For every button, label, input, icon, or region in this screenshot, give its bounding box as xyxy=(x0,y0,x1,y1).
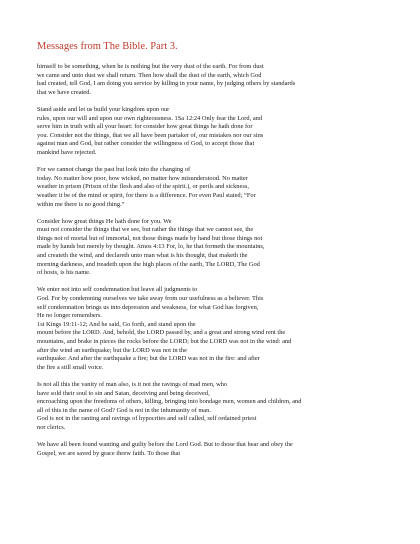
text-line: earthquake: And after the earthquake a fire; but the LORD was not in the fire: and after xyxy=(37,355,260,363)
text-line: serve him in truth with all your heart: for consider how great things he hath done for xyxy=(37,123,253,131)
text-line: We have all been found wanting and guilty before the Lord God. But to those that hear and obey the xyxy=(37,441,293,449)
text-line: weather in prison (Prison of the flesh and also of the spirit.), or perils and sickness, xyxy=(37,183,249,191)
text-line: For we cannot change the past but look into the changing of xyxy=(37,166,191,174)
paragraph xyxy=(37,441,398,458)
paragraph xyxy=(37,286,398,372)
paragraph xyxy=(37,218,398,278)
text-line: have sold their soul to sin and Satan, deceiving and being deceived, xyxy=(37,389,210,397)
text-line: had created, tell God, I am doing you service by killing in your name, by judging others by standards xyxy=(37,80,296,88)
text-line: all of this in the name of God? God is not in the inhumanity of man. xyxy=(37,406,211,414)
text-line: you. Consider not the things, that we all have been partaker of, our mistakes nor our sins xyxy=(37,131,264,139)
body-text xyxy=(37,63,398,458)
text-line: Consider how great things He hath done for you. We xyxy=(37,217,172,225)
text-line: weather it be of the mind or spirit, for there is a difference. For even Paul stated; “For xyxy=(37,191,256,199)
text-line: We enter not into self condemnation but leave all judgments to xyxy=(37,286,198,294)
text-line: God. For by condemning ourselves we take away from our usefulness as a believer. This xyxy=(37,295,264,303)
text-line: morning darkness, and treadeth upon the high places of the earth, The LORD, The God xyxy=(37,260,260,268)
text-line: the fire a still small voice. xyxy=(37,363,104,371)
text-line: himself to be something, when he is nothing but the very dust of the earth. For from dust xyxy=(37,63,264,70)
paragraph xyxy=(37,106,398,158)
text-line: Is not all this the vanity of man also, is it not the ravings of mad men, who xyxy=(37,380,228,388)
text-line: after the wind an earthquake; but the LORD was not in the xyxy=(37,346,187,354)
paragraph xyxy=(37,166,398,209)
text-line: that we have created. xyxy=(37,88,91,96)
text-line: mount before the LORD. And, behold, the LORD passed by, and a great and strong wind rent the xyxy=(37,329,286,337)
text-line: Stand aside and let us build your kingdom upon our xyxy=(37,105,170,113)
text-line: of hosts, is his name. xyxy=(37,269,91,277)
text-line: nor clerics. xyxy=(37,423,66,431)
text-line: self condemnation brings us into depression and weakness, for what God has forgiven, xyxy=(37,303,259,311)
text-line: against man and God, but rather consider the willingness of God, to accept those that xyxy=(37,140,255,148)
text-line: 1st Kings 19:11-12; And he said, Go forth, and stand upon the xyxy=(37,320,196,328)
text-line: we came and unto dust we shall return. Then how shall the dust of the earth, which God xyxy=(37,71,262,79)
text-line: Gospel, we are saved by grace threw faith. To those that xyxy=(37,449,181,457)
text-line: things not of mortal but of immortal, not those things made by hand but those things not xyxy=(37,234,263,242)
text-line: and createth the wind, and declareth unto man what is his thought, that maketh the xyxy=(37,252,248,260)
page-title: Messages from The Bible. Part 3. xyxy=(37,41,178,52)
text-line: today. No matter how poor, how wicked, no matter how misunderstood. No matter xyxy=(37,174,248,182)
text-line: rules, upon our will and upon our own righteousness. 1Sa 12:24 Only fear the Lord, and xyxy=(37,114,263,122)
text-line: He no longer remembers. xyxy=(37,312,102,320)
paragraph xyxy=(37,381,398,433)
text-line: encroaching upon the freedoms of others, killing, bringing into bondage men, women and children, and xyxy=(37,398,302,406)
text-line: God is not in the ranting and ravings of hypocrites and self called, self ordained priest xyxy=(37,415,257,423)
text-line: mountains, and brake in pieces the rocks before the LORD; but the LORD was not in the wind: and xyxy=(37,338,292,345)
text-line: must not consider the things that we see, but rather the things that we cannot see, the xyxy=(37,226,254,234)
text-line: made by hands but merely by thought. Amos 4:13 For, lo, he that formeth the mountains, xyxy=(37,243,265,251)
paragraph xyxy=(37,63,398,97)
text-line: within me there is no good thing.” xyxy=(37,200,125,208)
text-line: mankind have rejected. xyxy=(37,148,97,156)
